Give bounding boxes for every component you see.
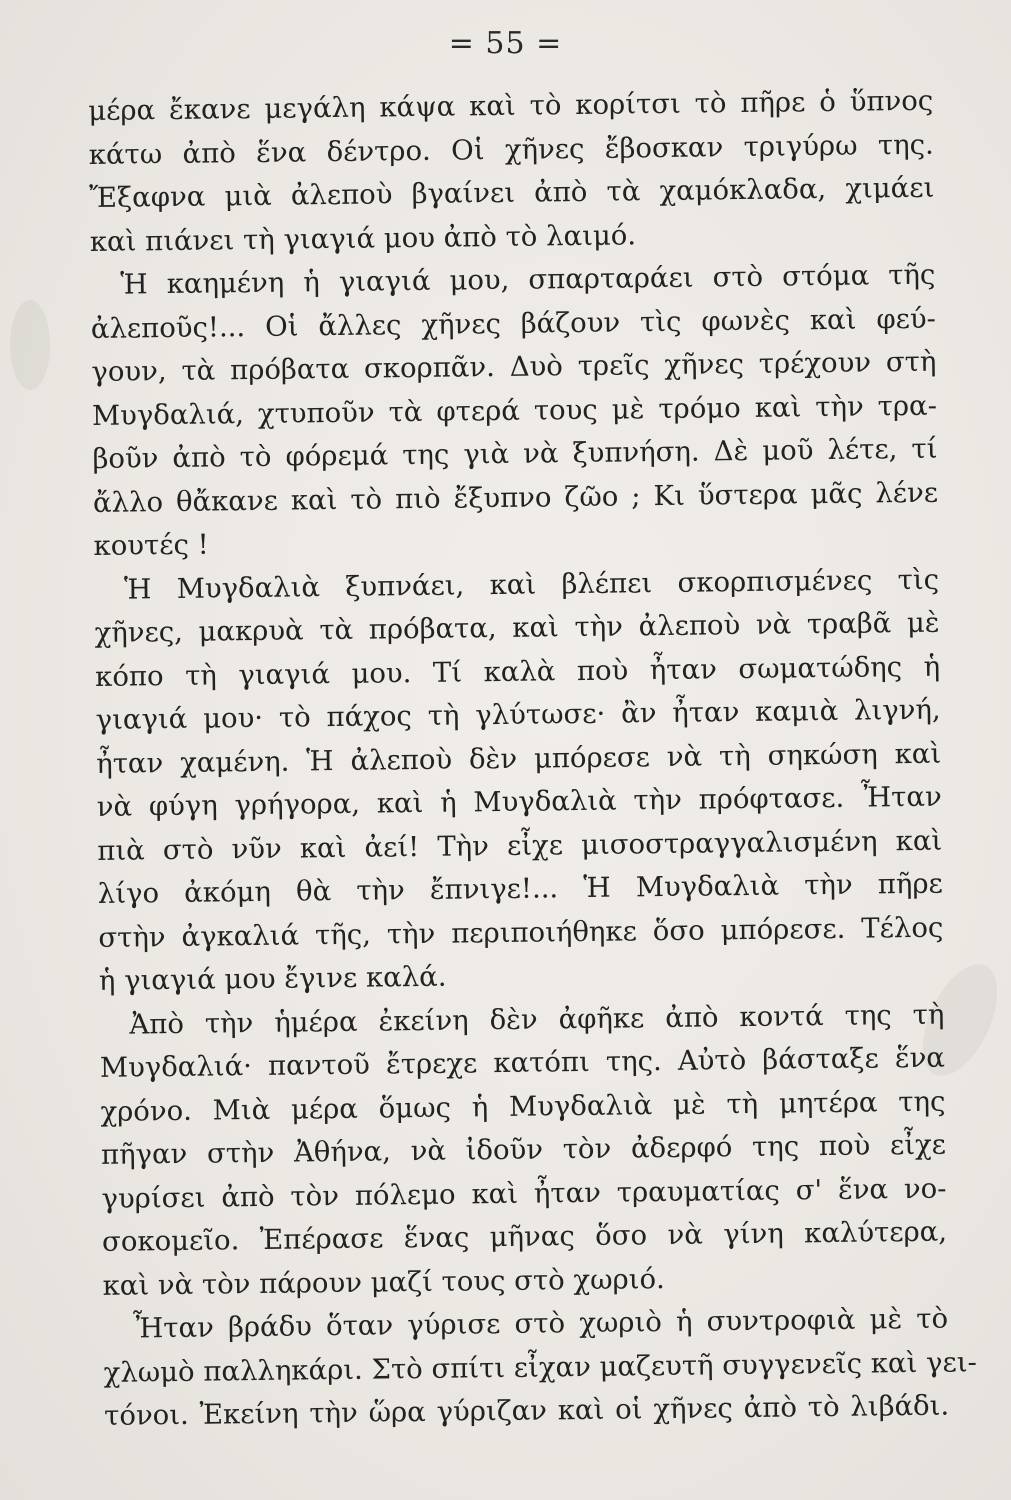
text-line: ἄλλο θἄκανε καὶ τὸ πιὸ ἔξυπνο ζῶο ; Κι ὕστερα μᾶς λένε <box>92 476 939 519</box>
body-text <box>88 80 977 1439</box>
text-line: στὴν ἀγκαλιά τῆς, τὴν περιποιήθηκε ὅσο μπόρεσε. Τέλος <box>98 911 944 954</box>
text-line: Ἀπὸ τὴν ἡμέρα ἐκείνη δὲν ἀφῆκε ἀπὸ κοντά της τὴ <box>129 998 945 1041</box>
text-line: Μυγδαλιά, χτυποῦν τὰ φτερά τους μὲ τρόμο καὶ τὴν τρα- <box>91 389 938 432</box>
text-line: βοῦν ἀπὸ τὸ φόρεμά της γιὰ νὰ ξυπνήση. Δὲ μοῦ λέτε, τί <box>92 432 938 475</box>
text-line: λίγο ἀκόμη θὰ τὴν ἔπνιγε!... Ἡ Μυγδαλιὰ τὴν πῆρε <box>97 867 943 910</box>
text-line: σοκομεῖο. Ἐπέρασε ἕνας μῆνας ὅσο νὰ γίνη καλύτερα, <box>101 1215 948 1258</box>
text-line: χρόνο. Μιὰ μέρα ὅμως ἡ Μυγδαλιὰ μὲ τὴ μητέρα της <box>100 1085 946 1128</box>
text-line: ἀλεποῦς!... Οἱ ἄλλες χῆνες βάζουν τὶς φωνὲς καὶ φεύ- <box>90 302 937 345</box>
text-line: πῆγαν στὴν Ἀθήνα, νὰ ἰδοῦν τὸν ἀδερφό της ποὺ εἶχε <box>100 1128 947 1171</box>
text-line: Ἦταν βράδυ ὅταν γύρισε στὸ χωριὸ ἡ συντροφιὰ μὲ τὸ <box>132 1302 949 1345</box>
text-line: Ἔξαφνα μιὰ ἀλεποὺ βγαίνει ἀπὸ τὰ χαμόκλαδα, χιμάει <box>89 171 935 214</box>
text-line: πιὰ στὸ νῦν καὶ ἀεί! Τὴν εἶχε μισοστραγγαλισμένη καὶ <box>97 824 943 867</box>
text-line: γυρίσει ἀπὸ τὸν πόλεμο καὶ ἦταν τραυματίας σ' ἕνα νο- <box>101 1172 947 1215</box>
text-line: Ἡ καημένη ἡ γιαγιά μου, σπαρταράει στὸ στόμα τῆς <box>120 258 936 301</box>
text-line: τόνοι. Ἐκείνη τὴν ὥρα γύριζαν καὶ οἱ χῆνες ἀπὸ τὸ λιβάδι. <box>104 1389 950 1432</box>
text-line: γιαγιά μου· τὸ πάχος τὴ γλύτωσε· ἂν ἦταν καμιὰ λιγνή, <box>95 693 941 736</box>
text-line: χλωμὸ παλληκάρι. Στὸ σπίτι εἶχαν μαζευτῆ συγγενεῖς καὶ γει- <box>103 1345 977 1389</box>
text-line: Ἡ Μυγδαλιὰ ξυπνάει, καὶ βλέπει σκορπισμένες τὶς <box>123 563 940 606</box>
text-line: χῆνες, μακρυὰ τὰ πρόβατα, καὶ τὴν ἀλεποὺ νὰ τραβᾶ μὲ <box>94 606 940 649</box>
text-line: κόπο τὴ γιαγιά μου. Τί καλὰ ποὺ ἦταν σωματώδης ἡ <box>94 650 941 693</box>
page-number: = 55 = <box>448 26 563 61</box>
text-line: Μυγδαλιά· παντοῦ ἔτρεχε κατόπι της. Αὐτὸ βάσταξε ἕνα <box>99 1041 946 1084</box>
text-line: ἦταν χαμένη. Ἡ ἀλεποὺ δὲν μπόρεσε νὰ τὴ σηκώση καὶ <box>96 737 942 780</box>
text-line: νὰ φύγη γρήγορα, καὶ ἡ Μυγδαλιὰ τὴν πρόφτασε. Ἦταν <box>96 780 942 823</box>
text-line: καὶ νὰ τὸν πάρουν μαζί τους στὸ χωριό. <box>102 1262 665 1302</box>
text-line: κουτές ! <box>93 528 209 562</box>
text-line: ἡ γιαγιά μου ἔγινε καλά. <box>98 960 447 997</box>
text-line: κάτω ἀπὸ ἕνα δέντρο. Οἱ χῆνες ἔβοσκαν τριγύρω της. <box>88 128 934 171</box>
text-line: γουν, τὰ πρόβατα σκορπᾶν. Δυὸ τρεῖς χῆνες τρέχουν στὴ <box>91 345 937 388</box>
paper-stain <box>10 300 50 390</box>
text-line: καὶ πιάνει τὴ γιαγιά μου ἀπὸ τὸ λαιμό. <box>89 218 637 258</box>
text-line: μέρα ἔκανε μεγάλη κάψα καὶ τὸ κορίτσι τὸ πῆρε ὁ ὕπνος <box>88 84 934 127</box>
